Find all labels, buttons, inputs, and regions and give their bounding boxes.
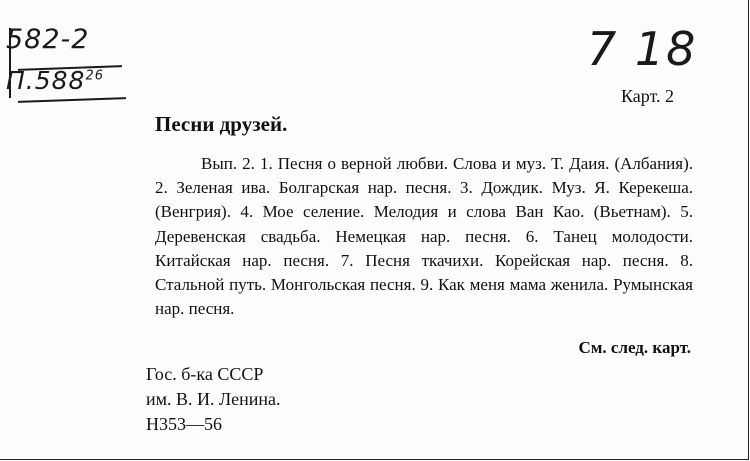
see-next-card: См. след. карт.: [578, 338, 691, 357]
card-title: Песни друзей.: [155, 112, 288, 136]
call-number-superscript: 26: [85, 68, 105, 84]
library-line1: Гос. б-ка СССР: [146, 364, 264, 384]
call-number-line1: 582-2: [6, 24, 90, 55]
call-number-underline-2: [18, 97, 126, 103]
library-imprint: [146, 362, 281, 437]
call-number-line2: П.588$^{26}$: [6, 66, 105, 95]
handwritten-number: 7 18: [587, 22, 698, 76]
library-line3: Н353—56: [146, 414, 222, 434]
library-line2: им. В. И. Ленина.: [146, 389, 281, 409]
card-label: Карт. 2: [621, 86, 675, 106]
body-paragraph: Вып. 2. 1. Песня о верной любви. Слова и муз. Т. Даия. (Албания). 2. Зеленая ива. Болгарская нар. песня. 3. Дождик. Муз. Я. Керекеша. (Венгрия). 4. Мое селение. Мелодия и слова Ван Као. (Вьетнам). 5. Деревенская свадьба. Немецкая нар. песня. 6. Танец молодости. Китайская нар. песня. 7. Песня ткачихи. Корейская нар. песня. 8. Стальной путь. Монгольская песня. 9. Как меня мама женила. Румынская нар. песня.: [155, 154, 693, 319]
card-body: [155, 152, 693, 321]
